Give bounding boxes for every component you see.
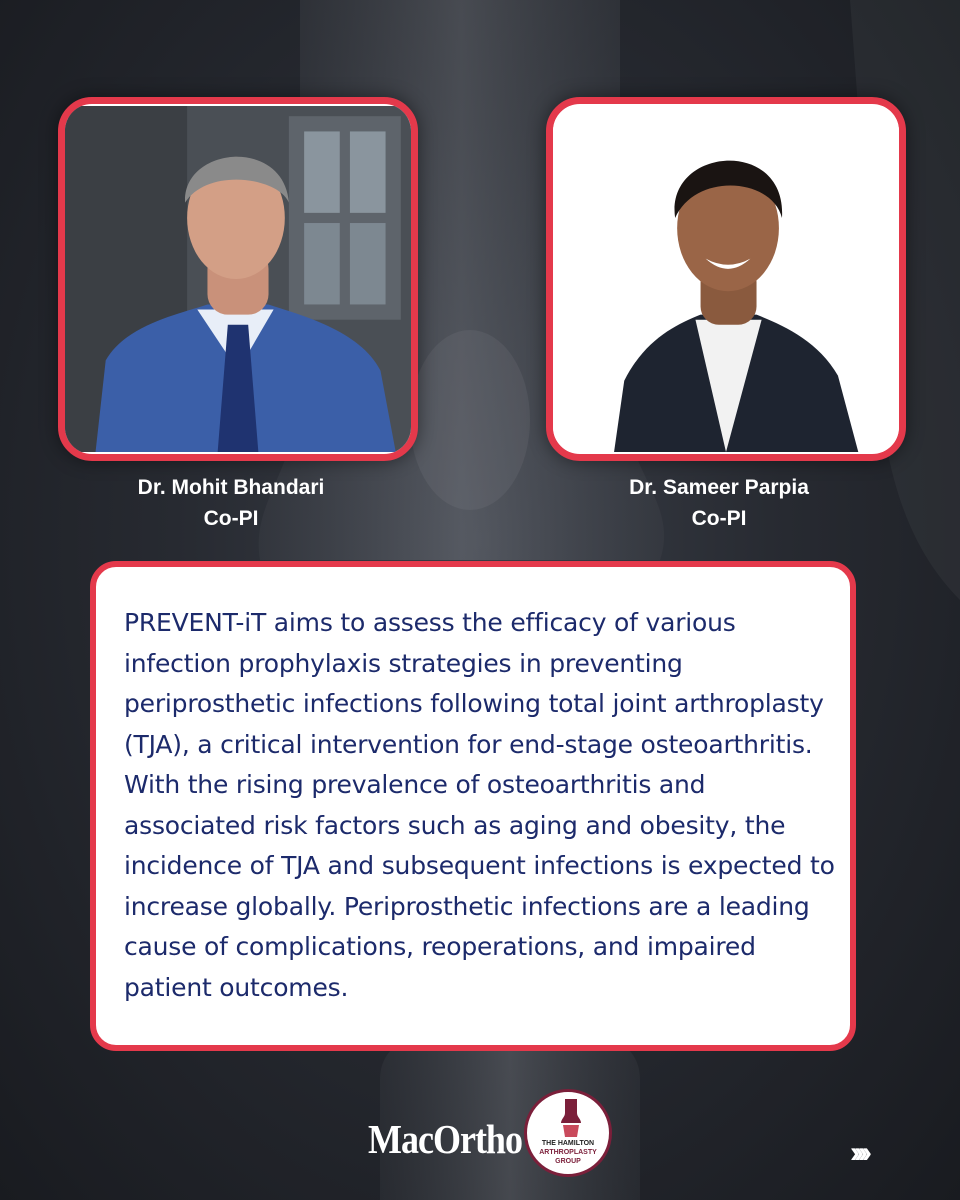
hamilton-arthroplasty-badge [524, 1089, 612, 1177]
portrait-bhandari [58, 97, 418, 461]
badge-line-1: THE HAMILTON [541, 1140, 595, 1147]
photo-parpia [553, 104, 899, 454]
photo-bhandari [65, 104, 411, 454]
person-name: Dr. Sameer Parpia [629, 476, 809, 499]
description-card [90, 561, 856, 1051]
badge-line-3: GROUP [555, 1158, 581, 1165]
knee-icon [551, 1097, 591, 1137]
caption-bhandari [61, 472, 401, 534]
person-role: Co-PI [203, 507, 259, 530]
person-role: Co-PI [691, 507, 747, 530]
macortho-logo: MacOrtho [368, 1116, 522, 1162]
description-text: PREVENT-iT aims to assess the efficacy of various infection prophylaxis strategies in preventing periprosthetic infections following total joint arthroplasty (TJA), a critical intervention for end-stage osteoarthritis. With the rising prevalence of osteoarthritis and associated risk factors such as aging and obesity, the incidence of TJA and subsequent infections is expected to increase globally. Periprosthetic infections are a leading cause of complications, reoperations, and impaired patient outcomes. [124, 608, 835, 1002]
portrait-parpia [546, 97, 906, 461]
person-name: Dr. Mohit Bhandari [137, 476, 325, 499]
badge-line-2: ARTHROPLASTY [539, 1149, 597, 1156]
caption-parpia [549, 472, 889, 534]
next-arrows-icon[interactable]: ›››› [850, 1136, 866, 1169]
